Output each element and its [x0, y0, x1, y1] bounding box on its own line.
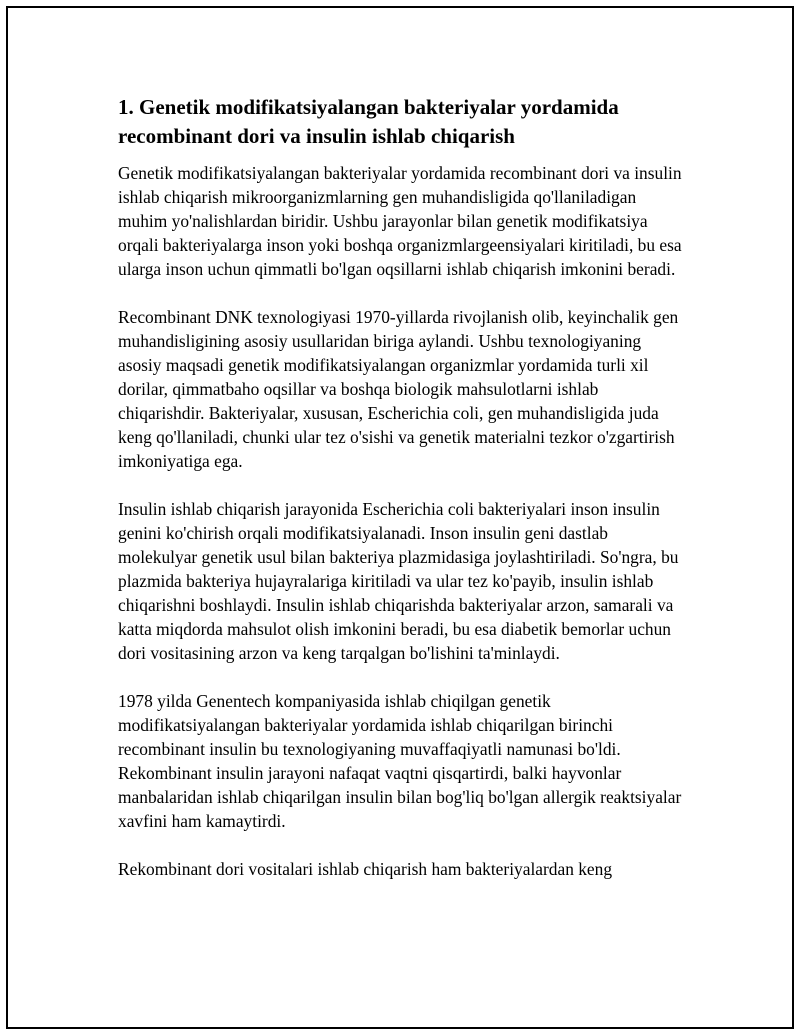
- paragraph-1: Genetik modifikatsiyalangan bakteriyalar yordamida recombinant dori va insulin ishlab chiqarish mikroorganizmlarning gen muhandisligida qo'llaniladigan muhim yo'nalishlardan biridir. Ushbu jarayonlar bilan genetik modifikatsiya orqali bakteriyalarga inson yoki boshqa organizmlargeensiyalari kiritiladi, bu esa ularga inson uchun qimmatli bo'lgan oqsillarni ishlab chiqarish imkonini beradi.: [118, 163, 682, 279]
- paragraph-4: 1978 yilda Genentech kompaniyasida ishlab chiqilgan genetik modifikatsiyalangan bakteriyalar yordamida ishlab chiqarilgan birinchi recombinant insulin bu texnologiyaning muvaffaqiyatli namunasi bo'ldi. Rekombinant insulin jarayoni nafaqat vaqtni qisqartirdi, balki hayvonlar manbalaridan ishlab chiqarilgan insulin bilan bog'liq bo'lgan allergik reaktsiyalar xavfini ham kamaytirdi.: [118, 691, 682, 831]
- section-heading: 1. Genetik modifikatsiyalangan bakteriyalar yordamida recombinant dori va insulin ishlab chiqarish: [118, 95, 619, 148]
- paragraph-2: Recombinant DNK texnologiyasi 1970-yillarda rivojlanish olib, keyinchalik gen muhandisligining asosiy usullaridan biriga aylandi. Ushbu texnologiyaning asosiy maqsadi genetik modifikatsiyalangan organizmlar yordamida turli xil dorilar, qimmatbaho oqsillar va boshqa biologik mahsulotlarni ishlab chiqarishdir. Bakteriyalar, xususan, Escherichia coli, gen muhandisligida juda keng qo'llaniladi, chunki ular tez o'sishi va genetik materialni tezkor o'zgartirish imkoniyatiga ega.: [118, 307, 679, 471]
- paragraph-5: Rekombinant dori vositalari ishlab chiqarish ham bakteriyalardan keng: [118, 859, 613, 879]
- document-body: [118, 93, 688, 905]
- paragraph-3: Insulin ishlab chiqarish jarayonida Escherichia coli bakteriyalari inson insulin genini ko'chirish orqali modifikatsiyalanadi. Inson insulin geni dastlab molekulyar genetik usul bilan bakteriya plazmidasiga joylashtiriladi. So'ngra, bu plazmida bakteriya hujayralariga kiritiladi va ular tez ko'payib, insulin ishlab chiqarishni boshlaydi. Insulin ishlab chiqarishda bakteriyalar arzon, samarali va katta miqdorda mahsulot olish imkonini beradi, bu esa diabetik bemorlar uchun dori vositasining arzon va keng tarqalgan bo'lishini ta'minlaydi.: [118, 499, 679, 663]
